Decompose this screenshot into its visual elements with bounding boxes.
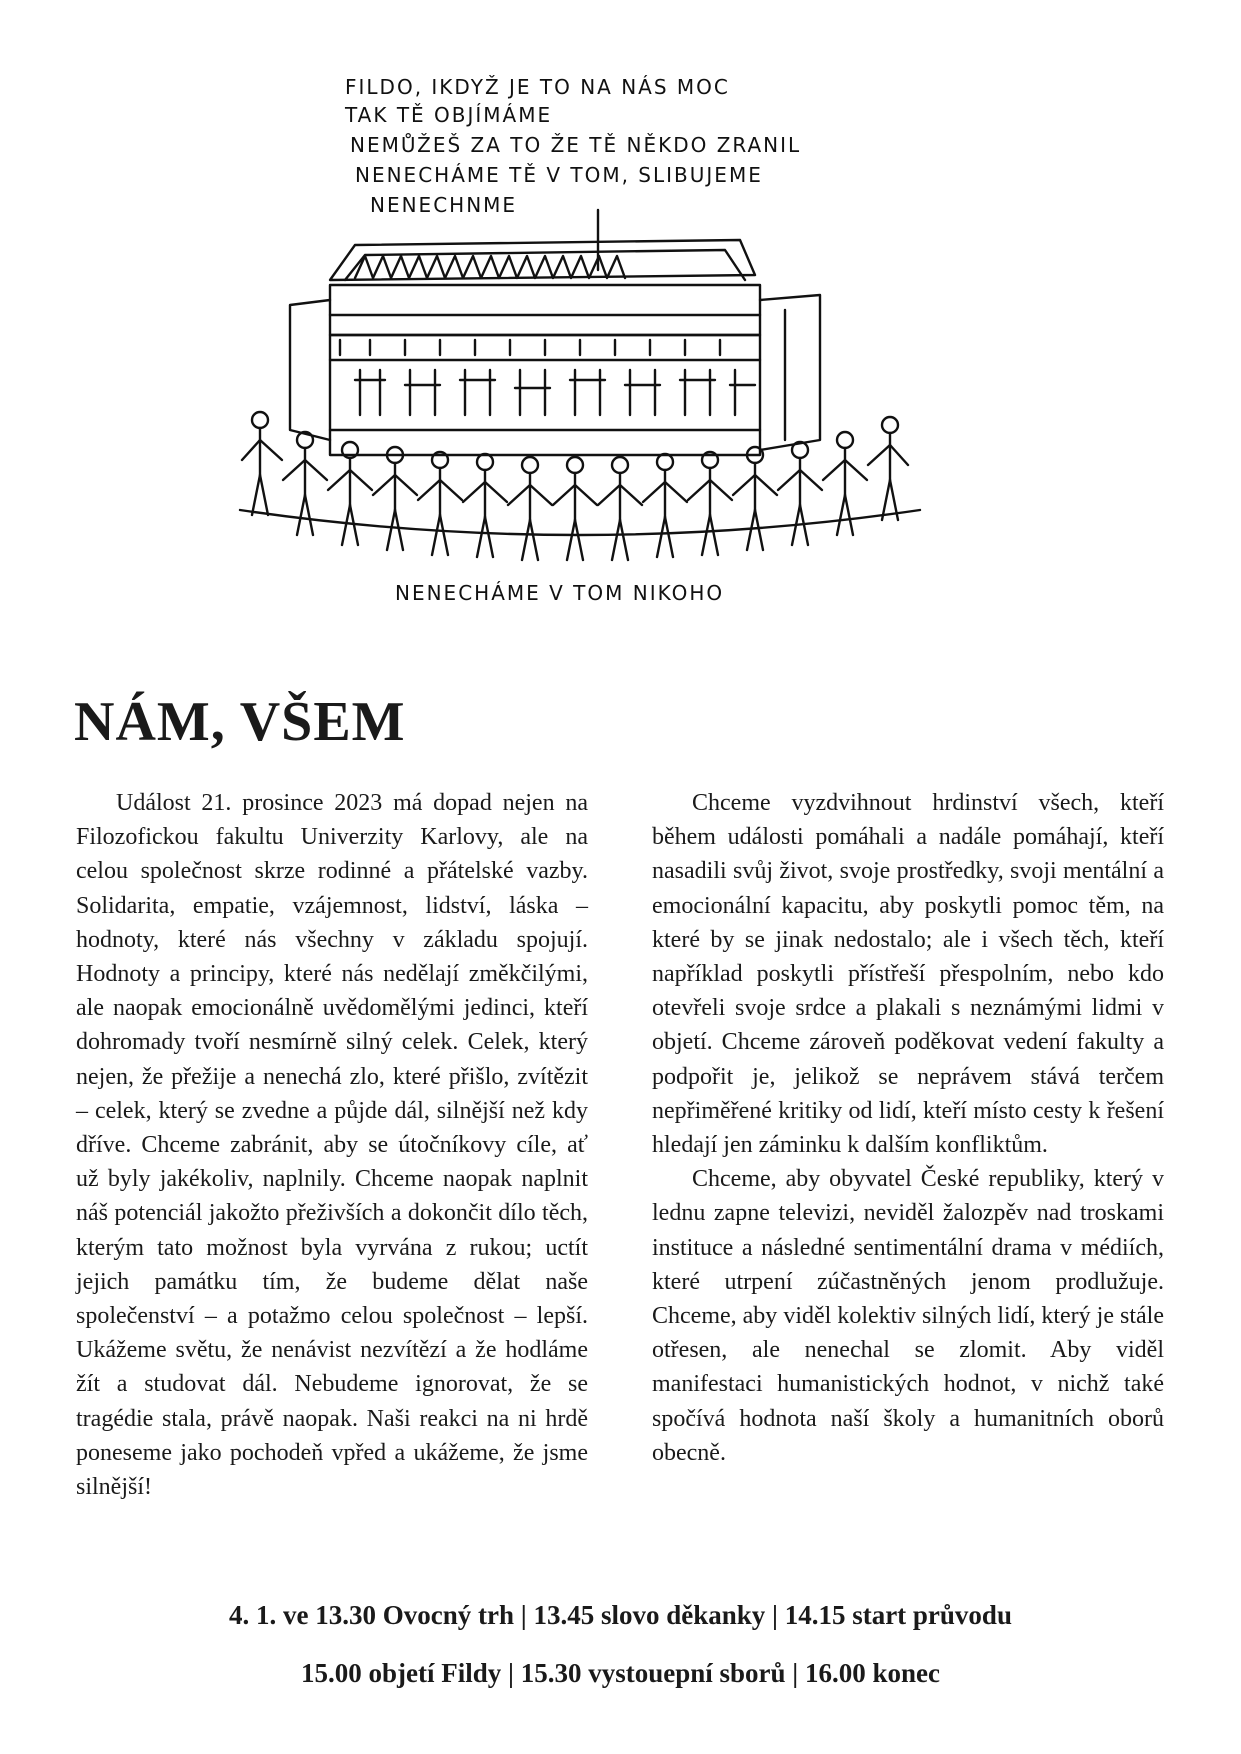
speech-line: NENECHÁME TĚ V TOM, SLIBUJEME: [355, 163, 763, 187]
article-column-right: [652, 786, 1164, 1470]
speech-line: TAK TĚ OBJÍMÁME: [345, 103, 553, 127]
illustration-caption: NENECHÁME V TOM NIKOHO: [395, 581, 725, 605]
schedule-line-2: 15.00 objetí Fildy | 15.30 vystouepní sborů | 16.00 konec: [301, 1658, 940, 1688]
speech-line: NEMŮŽEŠ ZA TO ŽE TĚ NĚKDO ZRANIL: [350, 133, 802, 157]
building-illustration: [180, 40, 1060, 660]
building-drawing: [180, 40, 1060, 660]
schedule-line-1: 4. 1. ve 13.30 Ovocný trh | 13.45 slovo děkanky | 14.15 start průvodu: [229, 1600, 1012, 1630]
people-chain: [242, 412, 908, 560]
article-paragraph: Událost 21. prosince 2023 má dopad nejen na Filozofickou fakultu Univerzity Karlovy, ale na celou společnost skrze rodinné a přátelské vazby. Solidarita, empatie, vzájemnost, lidství, láska – hodnoty, které nás všechny v základu spojují. Hodnoty a principy, které nás nedělají změkčilými, ale naopak emocionálně uvědomělými jedinci, kteří dohromady tvoří nesmírně silný celek. Celek, který nejen, že přežije a nenechá zlo, které přišlo, zvítězit – celek, který se zvedne a půjde dál, silnější než kdy dříve. Chceme zabránit, aby se útočníkovy cíle, ať už byly jakékoliv, naplnily. Chceme naopak naplnit náš potenciál jakožto přeživších a dokončit dílo těch, kterým tato možnost byla vyrvána z rukou; uctít jejich památku tím, že budeme dělat naše společenství – a potažmo celou společnost – lepší. Ukážeme světu, že nenávist nezvítězí a že hodláme žít a studovat dál. Nebudeme ignorovat, že se tragédie stala, právě naopak. Naši reakci na ni hrdě poneseme jako pochodeň vpřed a ukážeme, že jsme silnější!: [76, 790, 588, 1501]
article-title: NÁM, VŠEM: [74, 691, 406, 753]
article-column-left: [76, 786, 588, 1504]
speech-line: NENECHNME: [370, 193, 518, 217]
article-paragraph: Chceme vyzdvihnout hrdinství všech, kteří během události pomáhali a nadále pomáhají, kteří nasadili svůj život, svoje prostředky, svoji mentální a emocionální kapacitu, aby poskytli pomoc těm, na které by se jinak nedostalo; ale i všech těch, kteří například poskytli přístřeší přespolním, nebo kdo otevřeli svoje srdce a plakali s neznámými lidmi v objetí. Chceme zároveň poděkovat vedení fakulty a podpořit je, jelikož se neprávem stává terčem nepřiměřené kritiky od lidí, kteří místo cesty k řešení hledají jen záminku k dalším konfliktům.: [652, 790, 1164, 1159]
article-paragraph: Chceme, aby obyvatel České republiky, který v lednu zapne televizi, neviděl žalozpěv nad troskami instituce a následné sentimentální drama v médiích, které utrpení zúčastněných jenom prodlužuje. Chceme, aby viděl kolektiv silných lidí, který je stále otřesen, ale nenechal se zlomit. Aby viděl manifestaci humanistických hodnot, v nichž také spočívá hodnota naší školy a humanitních oborů obecně.: [652, 1166, 1164, 1466]
speech-line: FILDO, IKDYŽ JE TO NA NÁS MOC: [345, 75, 730, 99]
